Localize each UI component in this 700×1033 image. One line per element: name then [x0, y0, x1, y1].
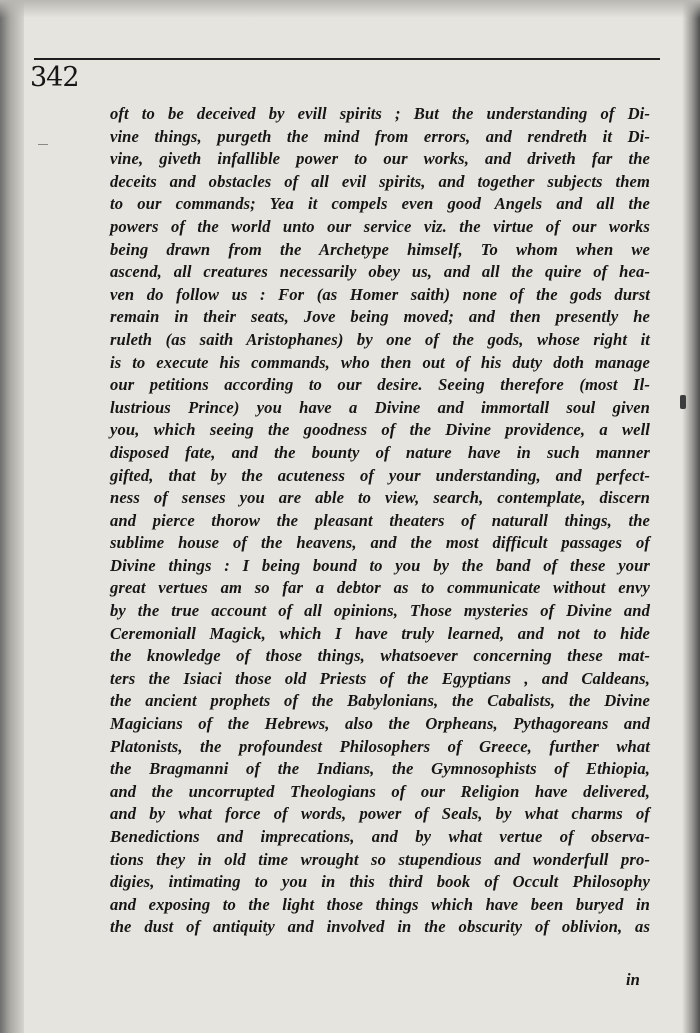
text-line: our petitions according to our desire. Seeing therefore (most Il- [110, 375, 650, 395]
text-line: Divine things : I being bound to you by the band of these your [110, 555, 650, 575]
text-line: sublime house of the heavens, and the most difficult passages of [110, 533, 650, 553]
text-line: remain in their seats, Jove being moved; and then presently he [110, 307, 650, 327]
margin-mark [38, 144, 48, 145]
text-line: lustrious Prince) you have a Divine and immortall soul given [110, 397, 650, 417]
text-line: the dust of antiquity and involved in the obscurity of oblivion, as [110, 917, 650, 937]
text-line: tions they in old time wrought so stupendious and wonderfull pro- [110, 849, 650, 869]
body-text [110, 103, 650, 939]
text-line: and pierce thorow the pleasant theaters of naturall things, the [110, 510, 650, 530]
text-line: the knowledge of those things, whatsoever concerning these mat- [110, 646, 650, 666]
text-line: Benedictions and imprecations, and by what vertue of observa- [110, 827, 650, 846]
binding-shadow [0, 0, 24, 1033]
text-line: ters the Isiaci those old Priests of the Egyptians , and Caldeans, [110, 668, 650, 688]
text-line: being drawn from the Archetype himself, To whom when we [110, 239, 650, 259]
text-line: Platonists, the profoundest Philosophers of Greece, further what [110, 736, 650, 756]
text-line: and exposing to the light those things which have been buryed in [110, 894, 650, 914]
text-line: digies, intimating to you in this third book of Occult Philosophy [110, 872, 650, 892]
text-line: is to execute his commands, who then out of his duty doth manage [110, 352, 650, 372]
text-line: to our commands; Yea it compels even good Angels and all the [110, 194, 650, 214]
page-number: 342 [30, 62, 79, 93]
text-line: Magicians of the Hebrews, also the Orpheans, Pythagoreans and [110, 714, 650, 734]
text-line: and the uncorrupted Theologians of our Religion have delivered, [110, 781, 650, 801]
text-line: vine, giveth infallible power to our works, and driveth far the [110, 149, 650, 169]
text-line: ness of senses you are able to view, search, contemplate, discern [110, 488, 650, 508]
text-line: you, which seeing the goodness of the Divine providence, a well [110, 420, 650, 440]
text-line: ven do follow us : For (as Homer saith) none of the gods durst [110, 284, 650, 304]
text-line: the ancient prophets of the Babylonians, the Cabalists, the Divine [110, 691, 650, 711]
text-line: ruleth (as saith Aristophanes) by one of the gods, whose right it [110, 329, 650, 349]
text-line: vine things, purgeth the mind from errors, and rendreth it Di- [110, 126, 650, 146]
text-line: by the true account of all opinions, Those mysteries of Divine and [110, 601, 650, 621]
margin-mark [680, 395, 686, 409]
text-line: the Bragmanni of the Indians, the Gymnosophists of Ethiopia, [110, 759, 650, 779]
page-edge-shadow [682, 0, 700, 1033]
text-line: ascend, all creatures necessarily obey us, and all the quire of hea- [110, 262, 650, 282]
top-edge-shadow [0, 0, 700, 18]
text-line: Ceremoniall Magick, which I have truly learned, and not to hide [110, 623, 650, 643]
text-line: deceits and obstacles of all evil spirits, and together subjects them [110, 171, 650, 191]
text-line: powers of the world unto our service viz. the virtue of our works [110, 216, 650, 236]
catchword: in [626, 970, 640, 989]
text-line: oft to be deceived by evill spirits ; But the understanding of Di- [110, 104, 650, 123]
text-line: disposed fate, and the bounty of nature have in such manner [110, 442, 650, 462]
text-line: gifted, that by the acuteness of your understanding, and perfect- [110, 465, 650, 485]
text-line: and by what force of words, power of Seals, by what charms of [110, 804, 650, 824]
header-rule [34, 58, 660, 60]
text-line: great vertues am so far a debtor as to communicate without envy [110, 578, 650, 598]
